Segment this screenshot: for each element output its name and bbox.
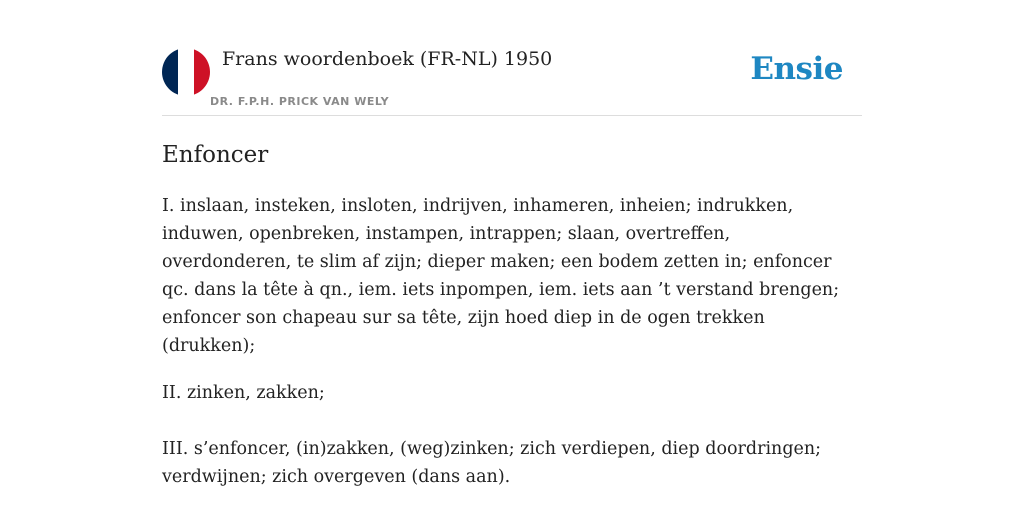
french-flag-icon [162,48,210,96]
dictionary-author: DR. F.P.H. PRICK VAN WELY [210,95,390,108]
entry-sense-3: III. s’enfoncer, (in)zakken, (weg)zinken; zich verdiepen, diep doordringen; verdwijnen; zich overgeven (dans aan). [162,439,822,487]
ensie-logo-link[interactable]: Ensie [750,51,843,87]
dictionary-entry-card [162,44,862,491]
flag-white-stripe [178,48,194,96]
entry-sense-2: II. zinken, zakken; [162,383,325,403]
dictionary-title[interactable]: Frans woordenboek (FR-NL) 1950 [222,48,553,70]
flag-blue-stripe [162,48,178,96]
entry-headword: Enfoncer [162,142,269,168]
flag-red-stripe [194,48,210,96]
dictionary-header [162,44,862,116]
entry-sense-1: I. inslaan, insteken, insloten, indrijven, inhameren, inheien; indrukken, induwen, openbreken, instampen, intrappen; slaan, overtreffen, overdonderen, te slim af zijn; dieper maken; een bodem zetten in; enfoncer qc. dans la tête à qn., iem. iets inpompen, iem. iets aan ’t verstand brengen; enfoncer son chapeau sur sa tête, zijn hoed diep in de ogen trekken (drukken); [162,196,840,356]
